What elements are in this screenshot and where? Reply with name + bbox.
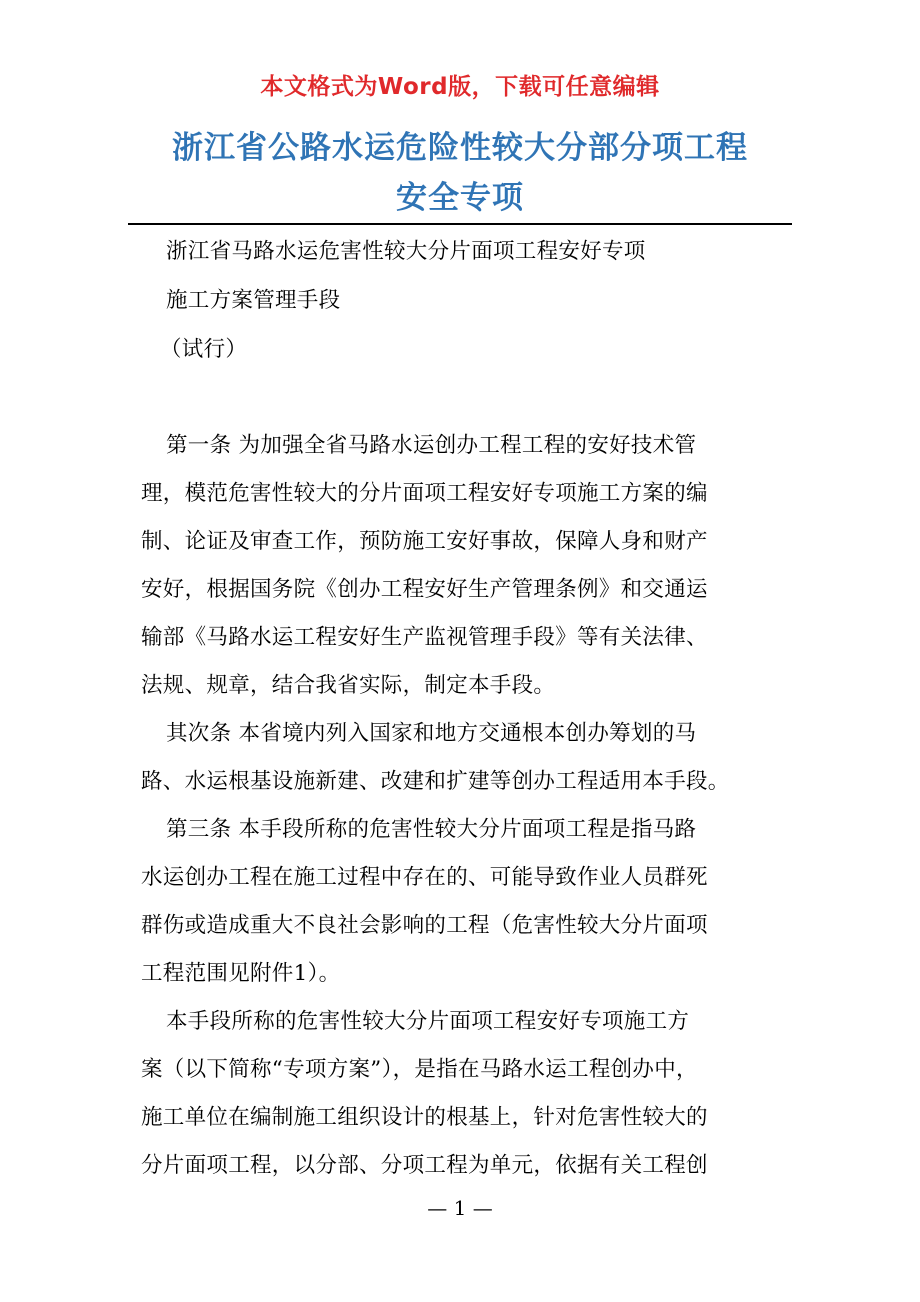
- paragraph-line: 工程范围见附件1）。: [141, 961, 341, 986]
- title-divider: [128, 223, 792, 225]
- page-number: — 1 —: [427, 1196, 493, 1220]
- paragraph-line: 第一条 为加强全省马路水运创办工程工程的安好技术管: [166, 433, 697, 458]
- document-title-line-1: 浙江省公路水运危险性较大分部分项工程: [172, 130, 748, 166]
- paragraph-line: 其次条 本省境内列入国家和地方交通根本创办筹划的马: [166, 721, 697, 746]
- paragraph-line: 水运创办工程在施工过程中存在的、可能导致作业人员群死: [141, 865, 708, 890]
- document-title-line-2: 安全专项: [396, 180, 524, 216]
- paragraph-line: 群伤或造成重大不良社会影响的工程（危害性较大分片面项: [141, 913, 708, 938]
- paragraph-line: 理，模范危害性较大的分片面项工程安好专项施工方案的编: [141, 481, 708, 506]
- paragraph-line: 分片面项工程，以分部、分项工程为单元，依据有关工程创: [141, 1153, 708, 1178]
- paragraph-line: 施工单位在编制施工组织设计的根基上，针对危害性较大的: [141, 1105, 708, 1130]
- paragraph-line: 案（以下简称“专项方案”），是指在马路水运工程创办中，: [141, 1057, 698, 1082]
- paragraph-line: 第三条 本手段所称的危害性较大分片面项工程是指马路: [166, 817, 697, 842]
- paragraph-line: 法规、规章，结合我省实际，制定本手段。: [141, 673, 556, 698]
- heading-line-2: 施工方案管理手段: [166, 288, 341, 313]
- heading-line-3: （试行）: [160, 337, 248, 362]
- paragraph-line: 安好，根据国务院《创办工程安好生产管理条例》和交通运: [141, 577, 708, 602]
- paragraph-line: 本手段所称的危害性较大分片面项工程安好专项施工方: [166, 1009, 690, 1034]
- paragraph-line: 制、论证及审查工作，预防施工安好事故，保障人身和财产: [141, 529, 708, 554]
- heading-line-1: 浙江省马路水运危害性较大分片面项工程安好专项: [166, 239, 646, 264]
- paragraph-line: 路、水运根基设施新建、改建和扩建等创办工程适用本手段。: [141, 769, 730, 794]
- paragraph-line: 输部《马路水运工程安好生产监视管理手段》等有关法律、: [141, 625, 708, 650]
- download-banner: 本文格式为Word版，下载可任意编辑: [260, 74, 660, 100]
